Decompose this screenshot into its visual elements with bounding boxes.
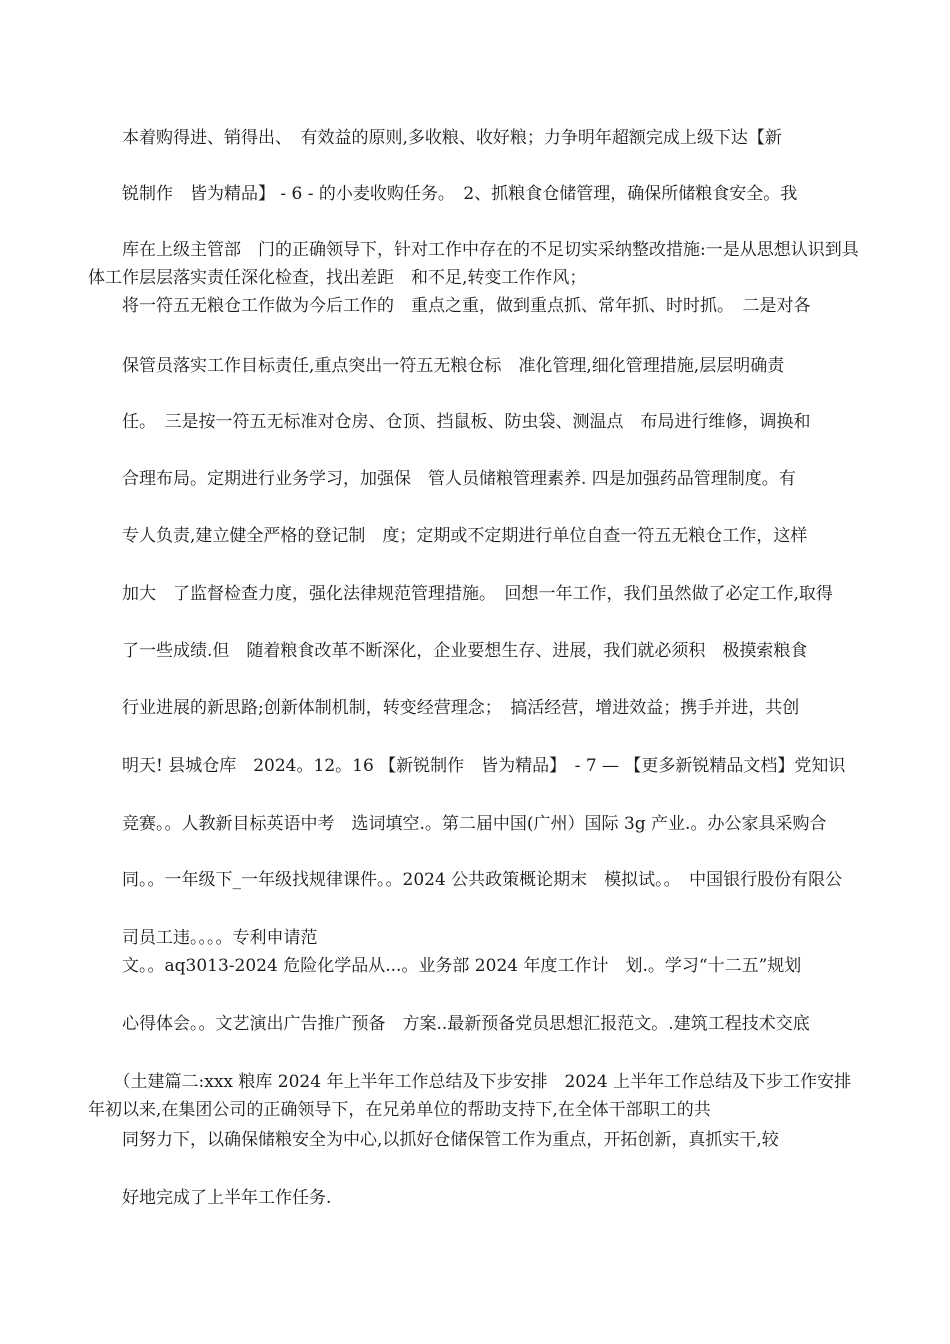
paragraph-16: 文。。aq3013-2024 危险化学品从...。业务部 2024 年度工作计 划.。学习“十二五”规划	[88, 956, 802, 976]
paragraph-14: 同。。一年级下_一年级找规律课件。。2024 公共政策概论期末 模拟试。。 中国银行股份有限公	[88, 870, 843, 890]
paragraph-6: 任。 三是按一符五无标准对仓房、仓顶、挡鼠板、防虫袋、测温点 布局进行维修，调换和	[88, 412, 811, 432]
paragraph-2: 锐制作 皆为精品】 - 6 - 的小麦收购任务。 2、抓粮食仓储管理，确保所储粮食安全。我	[88, 184, 798, 204]
paragraph-8: 专人负责,建立健全严格的登记制 度；定期或不定期进行单位自查一符五无粮仓工作，这样	[88, 526, 808, 546]
paragraph-15: 司员工违。。。。专利申请范	[88, 928, 318, 948]
paragraph-18: （土建篇二:xxx 粮库 2024 年上半年工作总结及下步安排 2024 上半年工作总结及下步工作安排年初以来,在集团公司的正确领导下，在兄弟单位的帮助支持下,在全体干部职工的共	[88, 1072, 852, 1120]
paragraph-3: 库在上级主管部 门的正确领导下，针对工作中存在的不足切实采纳整改措施:一是从思想认识到具体工作层层落实责任深化检查，找出差距 和不足,转变工作作风；	[88, 240, 859, 288]
paragraph-9: 加大 了监督检查力度，强化法律规范管理措施。 回想一年工作，我们虽然做了必定工作,取得	[88, 584, 833, 604]
paragraph-12: 明天! 县城仓库 2024。12。16 【新锐制作 皆为精品】 - 7 — 【更多新锐精品文档】党知识	[88, 756, 846, 776]
paragraph-17: 心得体会。。文艺演出广告推广预备 方案..最新预备党员思想汇报范文。.建筑工程技术交底	[88, 1014, 810, 1034]
paragraph-5: 保管员落实工作目标责任,重点突出一符五无粮仓标 准化管理,细化管理措施,层层明确责	[88, 356, 785, 376]
paragraph-7: 合理布局。定期进行业务学习，加强保 管人员储粮管理素养. 四是加强药品管理制度。有	[88, 469, 796, 489]
paragraph-10: 了一些成绩.但 随着粮食改革不断深化，企业要想生存、进展，我们就必须积 极摸索粮食	[88, 641, 808, 661]
paragraph-4: 将一符五无粮仓工作做为今后工作的 重点之重，做到重点抓、常年抓、时时抓。 二是对各	[88, 296, 811, 316]
paragraph-19: 同努力下，以确保储粮安全为中心,以抓好仓储保管工作为重点，开拓创新，真抓实干,较	[88, 1130, 779, 1150]
paragraph-20: 好地完成了上半年工作任务.	[88, 1188, 332, 1208]
paragraph-13: 竞赛。。人教新目标英语中考 选词填空.。第二届中国(广州）国际 3g 产业.。办公家具采购合	[88, 814, 827, 834]
paragraph-1: 本着购得进、销得出、 有效益的原则,多收粮、收好粮；力争明年超额完成上级下达【新	[88, 128, 782, 148]
paragraph-11: 行业进展的新思路;创新体制机制，转变经营理念； 搞活经营，增进效益；携手并进，共创	[88, 698, 800, 718]
